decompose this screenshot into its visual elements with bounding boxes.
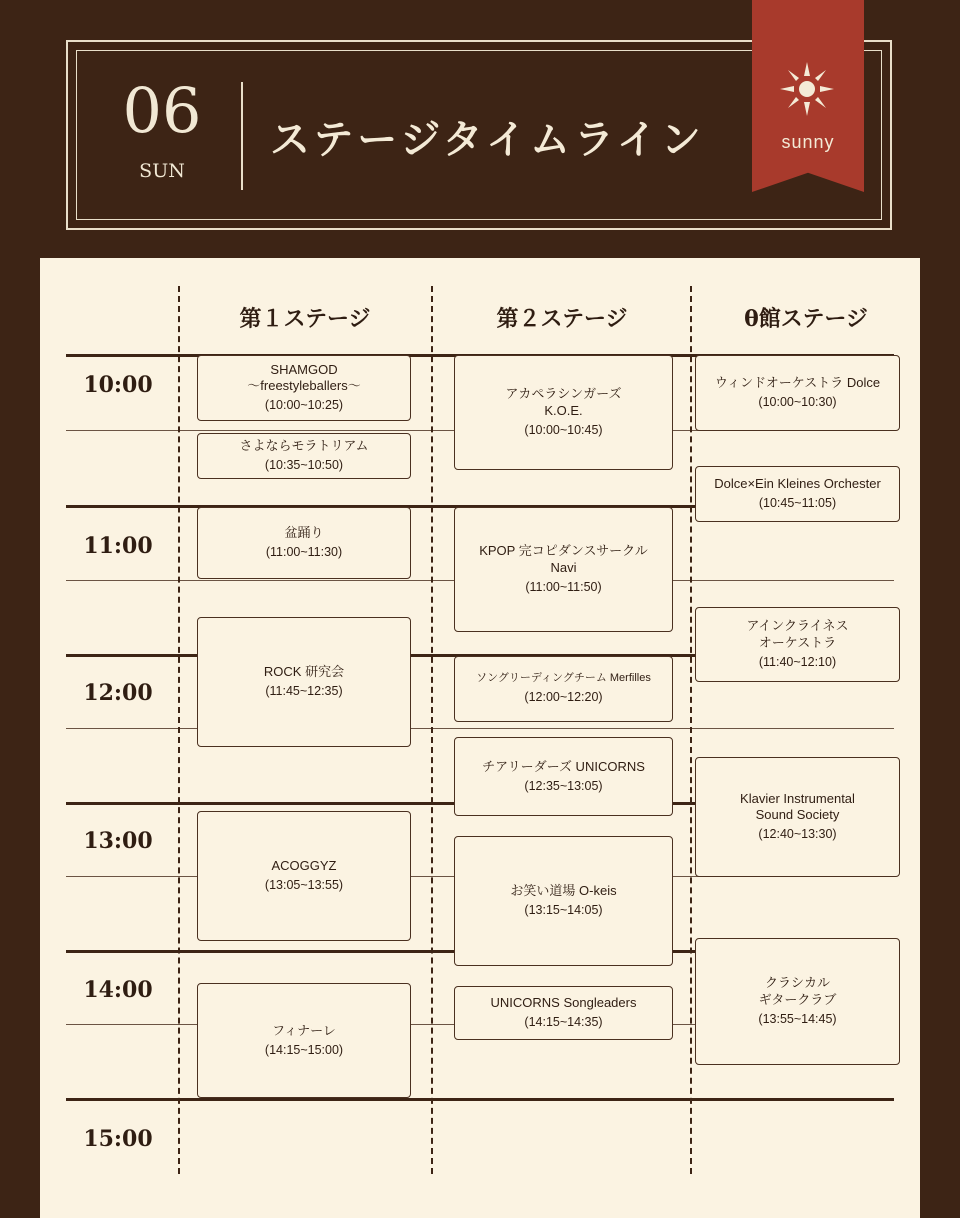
event-card[interactable] (695, 757, 900, 877)
event-card[interactable] (454, 986, 673, 1040)
weekday-label: SUN (139, 160, 185, 182)
event-time: (14:15~14:35) (524, 1015, 603, 1030)
event-name: フィナーレ (272, 1022, 336, 1038)
column-divider (690, 286, 692, 1174)
event-name: ACOGGYZ (271, 858, 337, 874)
event-time: (12:00~12:20) (524, 690, 603, 705)
time-label: 11:00 (83, 533, 153, 559)
event-card[interactable] (695, 355, 900, 431)
event-name: ウィンドオーケストラ Dolce (714, 375, 881, 391)
event-name: UNICORNS Songleaders (490, 995, 637, 1011)
event-name: アカペラシンガーズ K.O.E. (505, 386, 622, 418)
event-name: Dolce×Ein Kleines Orchester (714, 476, 881, 492)
sun-icon (772, 54, 842, 124)
event-card[interactable] (197, 507, 411, 579)
event-card[interactable] (695, 938, 900, 1065)
event-card[interactable] (197, 433, 411, 479)
stage-header-2: 第２ステージ (496, 306, 628, 332)
event-card[interactable] (454, 836, 673, 966)
event-card[interactable] (454, 737, 673, 816)
event-card[interactable] (197, 355, 411, 421)
grid-line-half (66, 728, 894, 729)
event-name: Klavier Instrumental Sound Society (740, 790, 855, 823)
event-name: KPOP 完コピダンスサークル Navi (479, 543, 648, 575)
event-time: (11:45~12:35) (265, 684, 343, 699)
column-divider (178, 286, 180, 1174)
page-title: ステージタイムライン (270, 116, 705, 163)
time-label: 14:00 (83, 977, 153, 1003)
event-name: さよならモラトリアム (239, 438, 369, 454)
event-card[interactable] (454, 355, 673, 470)
column-divider (431, 286, 433, 1174)
event-time: (10:00~10:25) (264, 398, 344, 413)
event-card[interactable] (197, 811, 411, 941)
header-divider (241, 82, 243, 190)
event-time: (13:05~13:55) (264, 878, 344, 893)
event-name: ソングリーディングチーム Merfilles (476, 672, 651, 685)
event-time: (10:35~10:50) (264, 458, 344, 473)
time-label: 12:00 (83, 680, 153, 706)
weather-label: sunny (781, 132, 835, 152)
event-time: (10:00~10:30) (758, 395, 837, 410)
event-time: (11:40~12:10) (758, 654, 837, 669)
event-time: (12:35~13:05) (524, 778, 603, 793)
event-time: (13:15~14:05) (524, 903, 603, 918)
event-name: ROCK 研究会 (263, 664, 345, 680)
event-card[interactable] (695, 466, 900, 522)
event-name: アインクライネス オーケストラ (746, 618, 849, 650)
event-name: SHAMGOD 〜freestyleballers〜 (247, 361, 361, 394)
time-label: 10:00 (83, 372, 153, 398)
event-time: (12:40~13:30) (758, 827, 837, 842)
event-time: (14:15~15:00) (264, 1042, 344, 1057)
event-time: (11:00~11:50) (525, 579, 602, 594)
event-name: 盆踊り (284, 525, 324, 541)
event-time: (10:45~11:05) (758, 496, 837, 511)
time-label: 15:00 (83, 1126, 153, 1152)
event-time: (10:00~10:45) (524, 422, 603, 437)
event-name: チアリーダーズ UNICORNS (482, 758, 645, 774)
grid-line-hour (66, 1098, 894, 1101)
stage-header-1: 第１ステージ (239, 306, 371, 332)
event-name: クラシカル ギタークラブ (758, 975, 837, 1007)
event-card[interactable] (197, 617, 411, 747)
event-card[interactable] (197, 983, 411, 1098)
event-card[interactable] (454, 656, 673, 722)
event-card[interactable] (454, 507, 673, 632)
stage-header-3: θ館ステージ (744, 306, 868, 332)
event-time: (13:55~14:45) (758, 1011, 837, 1026)
day-number: 06 (122, 74, 202, 147)
event-card[interactable] (695, 607, 900, 682)
time-label: 13:00 (83, 828, 153, 854)
event-time: (11:00~11:30) (265, 545, 343, 560)
event-name: お笑い道場 O-keis (510, 883, 617, 899)
